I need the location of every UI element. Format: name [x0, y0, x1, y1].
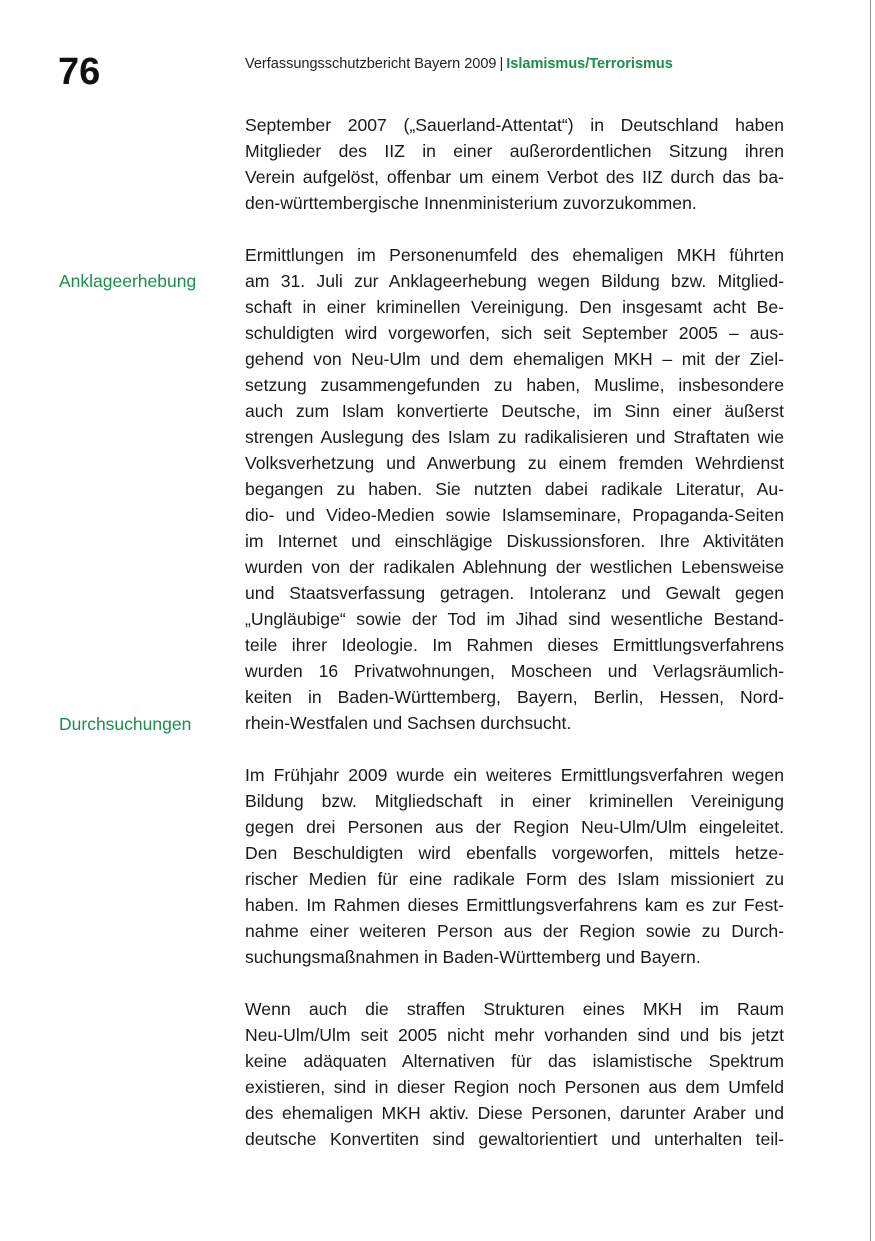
text-line: setzung zusammengefunden zu haben, Muslime, insbesondere [245, 375, 784, 395]
text-line: Verein aufgelöst, offenbar um einem Verbot des IIZ durch das ba- [245, 167, 784, 187]
text-line: Den Beschuldigten wird ebenfalls vorgeworfen, mittels hetze- [245, 843, 784, 863]
text-line: nahme einer weiteren Person aus der Region sowie zu Durch- [245, 921, 784, 941]
text-line: am 31. Juli zur Anklageerhebung wegen Bildung bzw. Mitglied- [245, 271, 784, 291]
section-title: Islamismus/Terrorismus [506, 56, 673, 72]
text-line: rischer Medien für eine radikale Form des Islam missioniert zu [245, 869, 784, 889]
text-line: Im Frühjahr 2009 wurde ein weiteres Ermittlungsverfahren wegen [245, 765, 784, 785]
paragraph-4 [245, 996, 784, 1152]
text-line: existieren, sind in dieser Region noch Personen aus dem Umfeld [245, 1077, 784, 1097]
text-line: September 2007 („Sauerland-Attentat“) in Deutschland haben [245, 115, 784, 135]
text-line: gehend von Neu-Ulm und dem ehemaligen MKH – mit der Ziel- [245, 349, 784, 369]
text-line: deutsche Konvertiten sind gewaltorientiert und unterhalten teil- [245, 1129, 784, 1149]
text-line: Ermittlungen im Personenumfeld des ehemaligen MKH führten [245, 245, 784, 265]
text-line: auch zum Islam konvertierte Deutsche, im Sinn einer äußerst [245, 401, 784, 421]
text-line: rhein-Westfalen und Sachsen durchsucht. [245, 713, 572, 733]
paragraph-1 [245, 112, 784, 216]
text-line: im Internet und einschlägige Diskussionsforen. Ihre Aktivitäten [245, 531, 784, 551]
text-line: Bildung bzw. Mitgliedschaft in einer kriminellen Vereinigung [245, 791, 784, 811]
text-line: Wenn auch die straffen Strukturen eines MKH im Raum [245, 999, 784, 1019]
body-text [245, 112, 784, 1178]
text-line: schaft in einer kriminellen Vereinigung. Den insgesamt acht Be- [245, 297, 784, 317]
text-line: haben. Im Rahmen dieses Ermittlungsverfahrens kam es zur Fest- [245, 895, 784, 915]
text-line: suchungsmaßnahmen in Baden-Württemberg und Bayern. [245, 947, 701, 967]
margin-note-anklageerhebung: Anklageerhebung [59, 271, 197, 291]
text-line: und Staatsverfassung getragen. Intoleranz und Gewalt gegen [245, 583, 784, 603]
running-header [245, 55, 673, 73]
text-line: begangen zu haben. Sie nutzten dabei radikale Literatur, Au- [245, 479, 784, 499]
text-line: dio- und Video-Medien sowie Islamseminare, Propaganda-Seiten [245, 505, 784, 525]
text-line: schuldigten wird vorgeworfen, sich seit September 2005 – aus- [245, 323, 784, 343]
text-line: wurden 16 Privatwohnungen, Moscheen und Verlagsräumlich- [245, 661, 784, 681]
paragraph-3 [245, 762, 784, 970]
report-title: Verfassungsschutzbericht Bayern 2009 [245, 56, 497, 72]
page-number: 76 [58, 51, 101, 93]
text-line: teile ihrer Ideologie. Im Rahmen dieses Ermittlungsverfahrens [245, 635, 784, 655]
text-line: „Ungläubige“ sowie der Tod im Jihad sind wesentliche Bestand- [245, 609, 784, 629]
text-line: des ehemaligen MKH aktiv. Diese Personen, darunter Araber und [245, 1103, 784, 1123]
text-line: gegen drei Personen aus der Region Neu-Ulm/Ulm eingeleitet. [245, 817, 784, 837]
text-line: strengen Auslegung des Islam zu radikalisieren und Straftaten wie [245, 427, 784, 447]
text-line: Mitglieder des IIZ in einer außerordentlichen Sitzung ihren [245, 141, 784, 161]
text-line: keine adäquaten Alternativen für das islamistische Spektrum [245, 1051, 784, 1071]
text-line: keiten in Baden-Württemberg, Bayern, Berlin, Hessen, Nord- [245, 687, 784, 707]
header-separator: | [499, 56, 504, 72]
text-line: Volksverhetzung und Anwerbung zu einem fremden Wehrdienst [245, 453, 784, 473]
text-line: Neu-Ulm/Ulm seit 2005 nicht mehr vorhanden sind und bis jetzt [245, 1025, 784, 1045]
margin-note-durchsuchungen: Durchsuchungen [59, 714, 192, 734]
paragraph-2 [245, 242, 784, 736]
page-edge-rule [870, 0, 871, 1241]
text-line: den-württembergische Innenministerium zuvorzukommen. [245, 193, 697, 213]
text-line: wurden von der radikalen Ablehnung der westlichen Lebensweise [245, 557, 784, 577]
